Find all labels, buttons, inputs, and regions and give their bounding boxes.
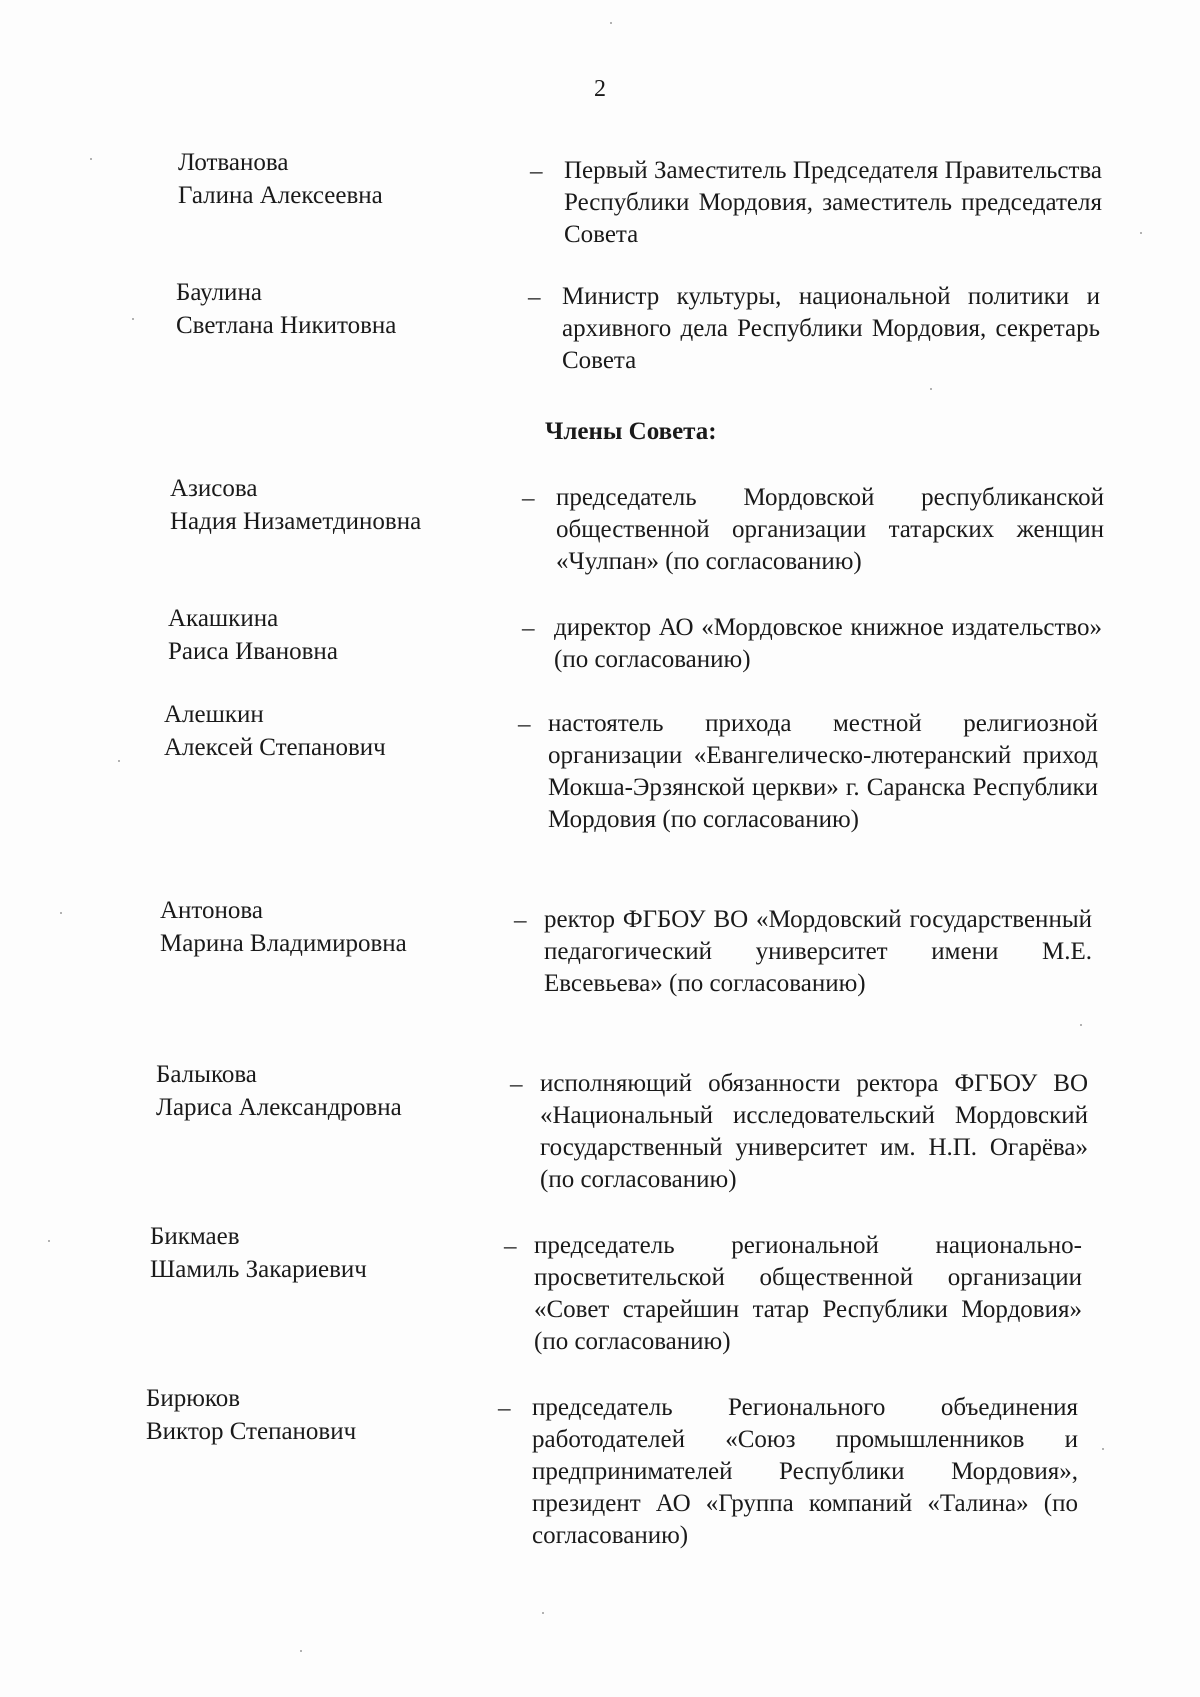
member-role: директор АО «Мордовское книжное издательство» (по согласованию) — [554, 614, 1102, 673]
member-role: настоятель прихода местной религиозной организации «Евангелическо-лютеранский приход Мокша-Эрзянской церкви» г. Саранска Республики Мордовия (по согласованию) — [548, 710, 1098, 833]
member-name — [168, 602, 508, 668]
member-surname: Бикмаев — [150, 1223, 240, 1250]
member-surname: Азисова — [170, 475, 258, 502]
member-given-names: Раиса Ивановна — [168, 638, 338, 665]
page-number: 2 — [594, 76, 606, 102]
member-role: ректор ФГБОУ ВО «Мордовский государственный педагогический университет имени М.Е. Евсевьева» (по согласованию) — [544, 906, 1092, 997]
dash-separator: – — [498, 1395, 511, 1422]
member-surname: Алешкин — [164, 701, 264, 728]
member-name — [156, 1058, 496, 1124]
member-given-names: Галина Алексеевна — [178, 182, 383, 209]
member-surname: Акашкина — [168, 605, 279, 632]
member-name — [160, 894, 500, 960]
member-given-names: Лариса Александровна — [156, 1094, 402, 1121]
scan-speck — [48, 1240, 50, 1242]
member-surname: Баулина — [176, 279, 262, 306]
scan-speck — [118, 760, 120, 762]
member-name — [170, 472, 510, 538]
scan-speck — [610, 22, 612, 24]
scan-speck — [1080, 1024, 1082, 1026]
member-role: председатель региональной национально-просветительской общественной организации «Совет старейшин татар Республики Мордовия» (по согласованию) — [534, 1232, 1082, 1355]
scan-speck — [132, 318, 134, 320]
scan-speck — [60, 912, 62, 914]
dash-separator: – — [510, 1071, 523, 1098]
member-surname: Лотванова — [178, 149, 289, 176]
dash-separator: – — [504, 1233, 517, 1260]
dash-separator: – — [514, 907, 527, 934]
member-surname: Балыкова — [156, 1061, 257, 1088]
scan-speck — [1140, 232, 1142, 234]
member-surname: Антонова — [160, 897, 263, 924]
member-given-names: Алексей Степанович — [164, 734, 386, 761]
dash-separator: – — [518, 711, 531, 738]
dash-separator: – — [530, 158, 543, 185]
member-given-names: Виктор Степанович — [146, 1418, 357, 1445]
member-given-names: Шамиль Закариевич — [150, 1256, 367, 1283]
member-role: председатель Регионального объединения работодателей «Союз промышленников и предпринимателей Республики Мордовия», президент АО «Группа компаний «Талина» (по согласованию) — [532, 1394, 1078, 1549]
member-surname: Бирюков — [146, 1385, 241, 1412]
section-title: Члены Совета: — [545, 418, 717, 445]
member-name — [178, 146, 518, 212]
scan-speck — [542, 1612, 544, 1614]
scan-speck — [1102, 1448, 1104, 1450]
dash-separator: – — [522, 485, 535, 512]
scan-speck — [90, 158, 92, 160]
member-given-names: Марина Владимировна — [160, 930, 407, 957]
dash-separator: – — [522, 615, 535, 642]
scan-speck — [930, 388, 932, 390]
member-name — [164, 698, 504, 764]
member-name — [146, 1382, 486, 1448]
member-given-names: Надия Низаметдиновна — [170, 508, 422, 535]
member-name — [150, 1220, 490, 1286]
dash-separator: – — [528, 284, 541, 311]
member-role: Министр культуры, национальной политики и архивного дела Республики Мордовия, секретарь Совета — [562, 283, 1100, 374]
member-role: Первый Заместитель Председателя Правительства Республики Мордовия, заместитель председателя Совета — [564, 157, 1102, 248]
member-given-names: Светлана Никитовна — [176, 312, 397, 339]
member-role: исполняющий обязанности ректора ФГБОУ ВО «Национальный исследовательский Мордовский государственный университет им. Н.П. Огарёва» (по согласованию) — [540, 1070, 1088, 1193]
member-name — [176, 276, 516, 342]
scan-speck — [300, 1650, 302, 1652]
member-role: председатель Мордовской республиканской общественной организации татарских женщин «Чулпан» (по согласованию) — [556, 484, 1104, 575]
